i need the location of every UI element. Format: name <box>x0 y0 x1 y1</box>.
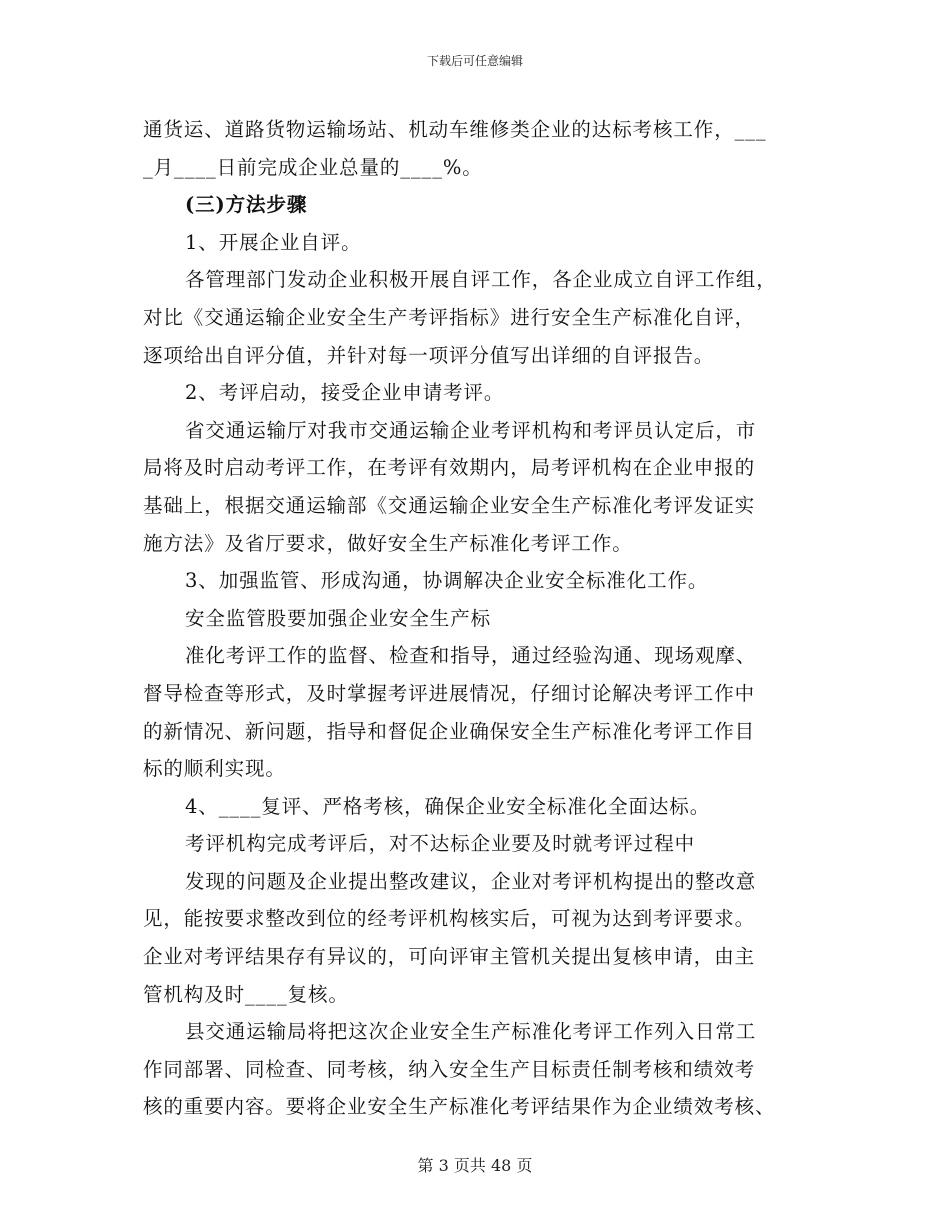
body-line-14: 安全监管股要加强企业安全生产标 <box>185 606 492 630</box>
body-line-24: 管机构及时____复核。 <box>143 982 349 1006</box>
body-line-21: 发现的问题及企业提出整改建议，企业对考评机构提出的整改意 <box>185 869 757 893</box>
body-line-9: 省交通运输厅对我市交通运输企业考评机构和考评员认定后，市 <box>185 418 757 442</box>
body-line-22: 见，能按要求整改到位的经考评机构核实后，可视为达到考评要求。 <box>143 907 756 931</box>
body-line-17: 的新情况、新问题，指导和督促企业确保安全生产标准化考评工作目 <box>143 719 756 743</box>
body-line-18: 标的顺利实现。 <box>143 757 286 781</box>
step-3-heading: 3、加强监管、形成沟通，协调解决企业安全标准化工作。 <box>185 569 709 593</box>
body-line-2: _月____日前完成企业总量的____%。 <box>143 155 483 179</box>
step-2-heading: 2、考评启动，接受企业申请考评。 <box>185 381 505 405</box>
page-header: 下载后可任意编辑 <box>426 54 523 68</box>
body-line-6: 对比《交通运输企业安全生产考评指标》进行安全生产标准化自评， <box>143 305 756 329</box>
body-line-20: 考评机构完成考评后，对不达标企业要及时就考评过程中 <box>185 832 696 856</box>
body-line-5: 各管理部门发动企业积极开展自评工作，各企业成立自评工作组， <box>185 268 777 292</box>
body-line-1: 通货运、道路货物运输场站、机动车维修类企业的达标考核工作，___ <box>143 118 767 141</box>
body-line-23: 企业对考评结果存有异议的，可向评审主管机关提出复核申请，由主 <box>143 945 756 969</box>
step-4-heading: 4、____复评、严格考核，确保企业安全标准化全面达标。 <box>185 794 711 818</box>
body-line-25: 县交通运输局将把这次企业安全生产标准化考评工作列入日常工 <box>185 1020 757 1044</box>
page-footer: 第 3 页共 48 页 <box>417 1156 533 1175</box>
body-line-7: 逐项给出自评分值，并针对每一项评分值写出详细的自评报告。 <box>143 343 715 367</box>
step-1-heading: 1、开展企业自评。 <box>185 230 362 254</box>
body-line-10: 局将及时启动考评工作，在考评有效期内，局考评机构在企业申报的 <box>143 456 756 480</box>
section-heading-methods: (三)方法步骤 <box>185 193 308 217</box>
body-line-15: 准化考评工作的监督、检查和指导，通过经验沟通、现场观摩、 <box>185 644 757 668</box>
document-body <box>143 111 803 1126</box>
body-line-12: 施方法》及省厅要求，做好安全生产标准化考评工作。 <box>143 531 633 555</box>
body-line-27: 核的重要内容。要将企业安全生产标准化考评结果作为企业绩效考核、 <box>143 1095 776 1119</box>
body-line-26: 作同部署、同检查、同考核，纳入安全生产目标责任制考核和绩效考 <box>143 1057 756 1081</box>
body-line-16: 督导检查等形式，及时掌握考评进展情况，仔细讨论解决考评工作中 <box>143 681 756 705</box>
body-line-11: 基础上，根据交通运输部《交通运输企业安全生产标准化考评发证实 <box>143 493 756 517</box>
